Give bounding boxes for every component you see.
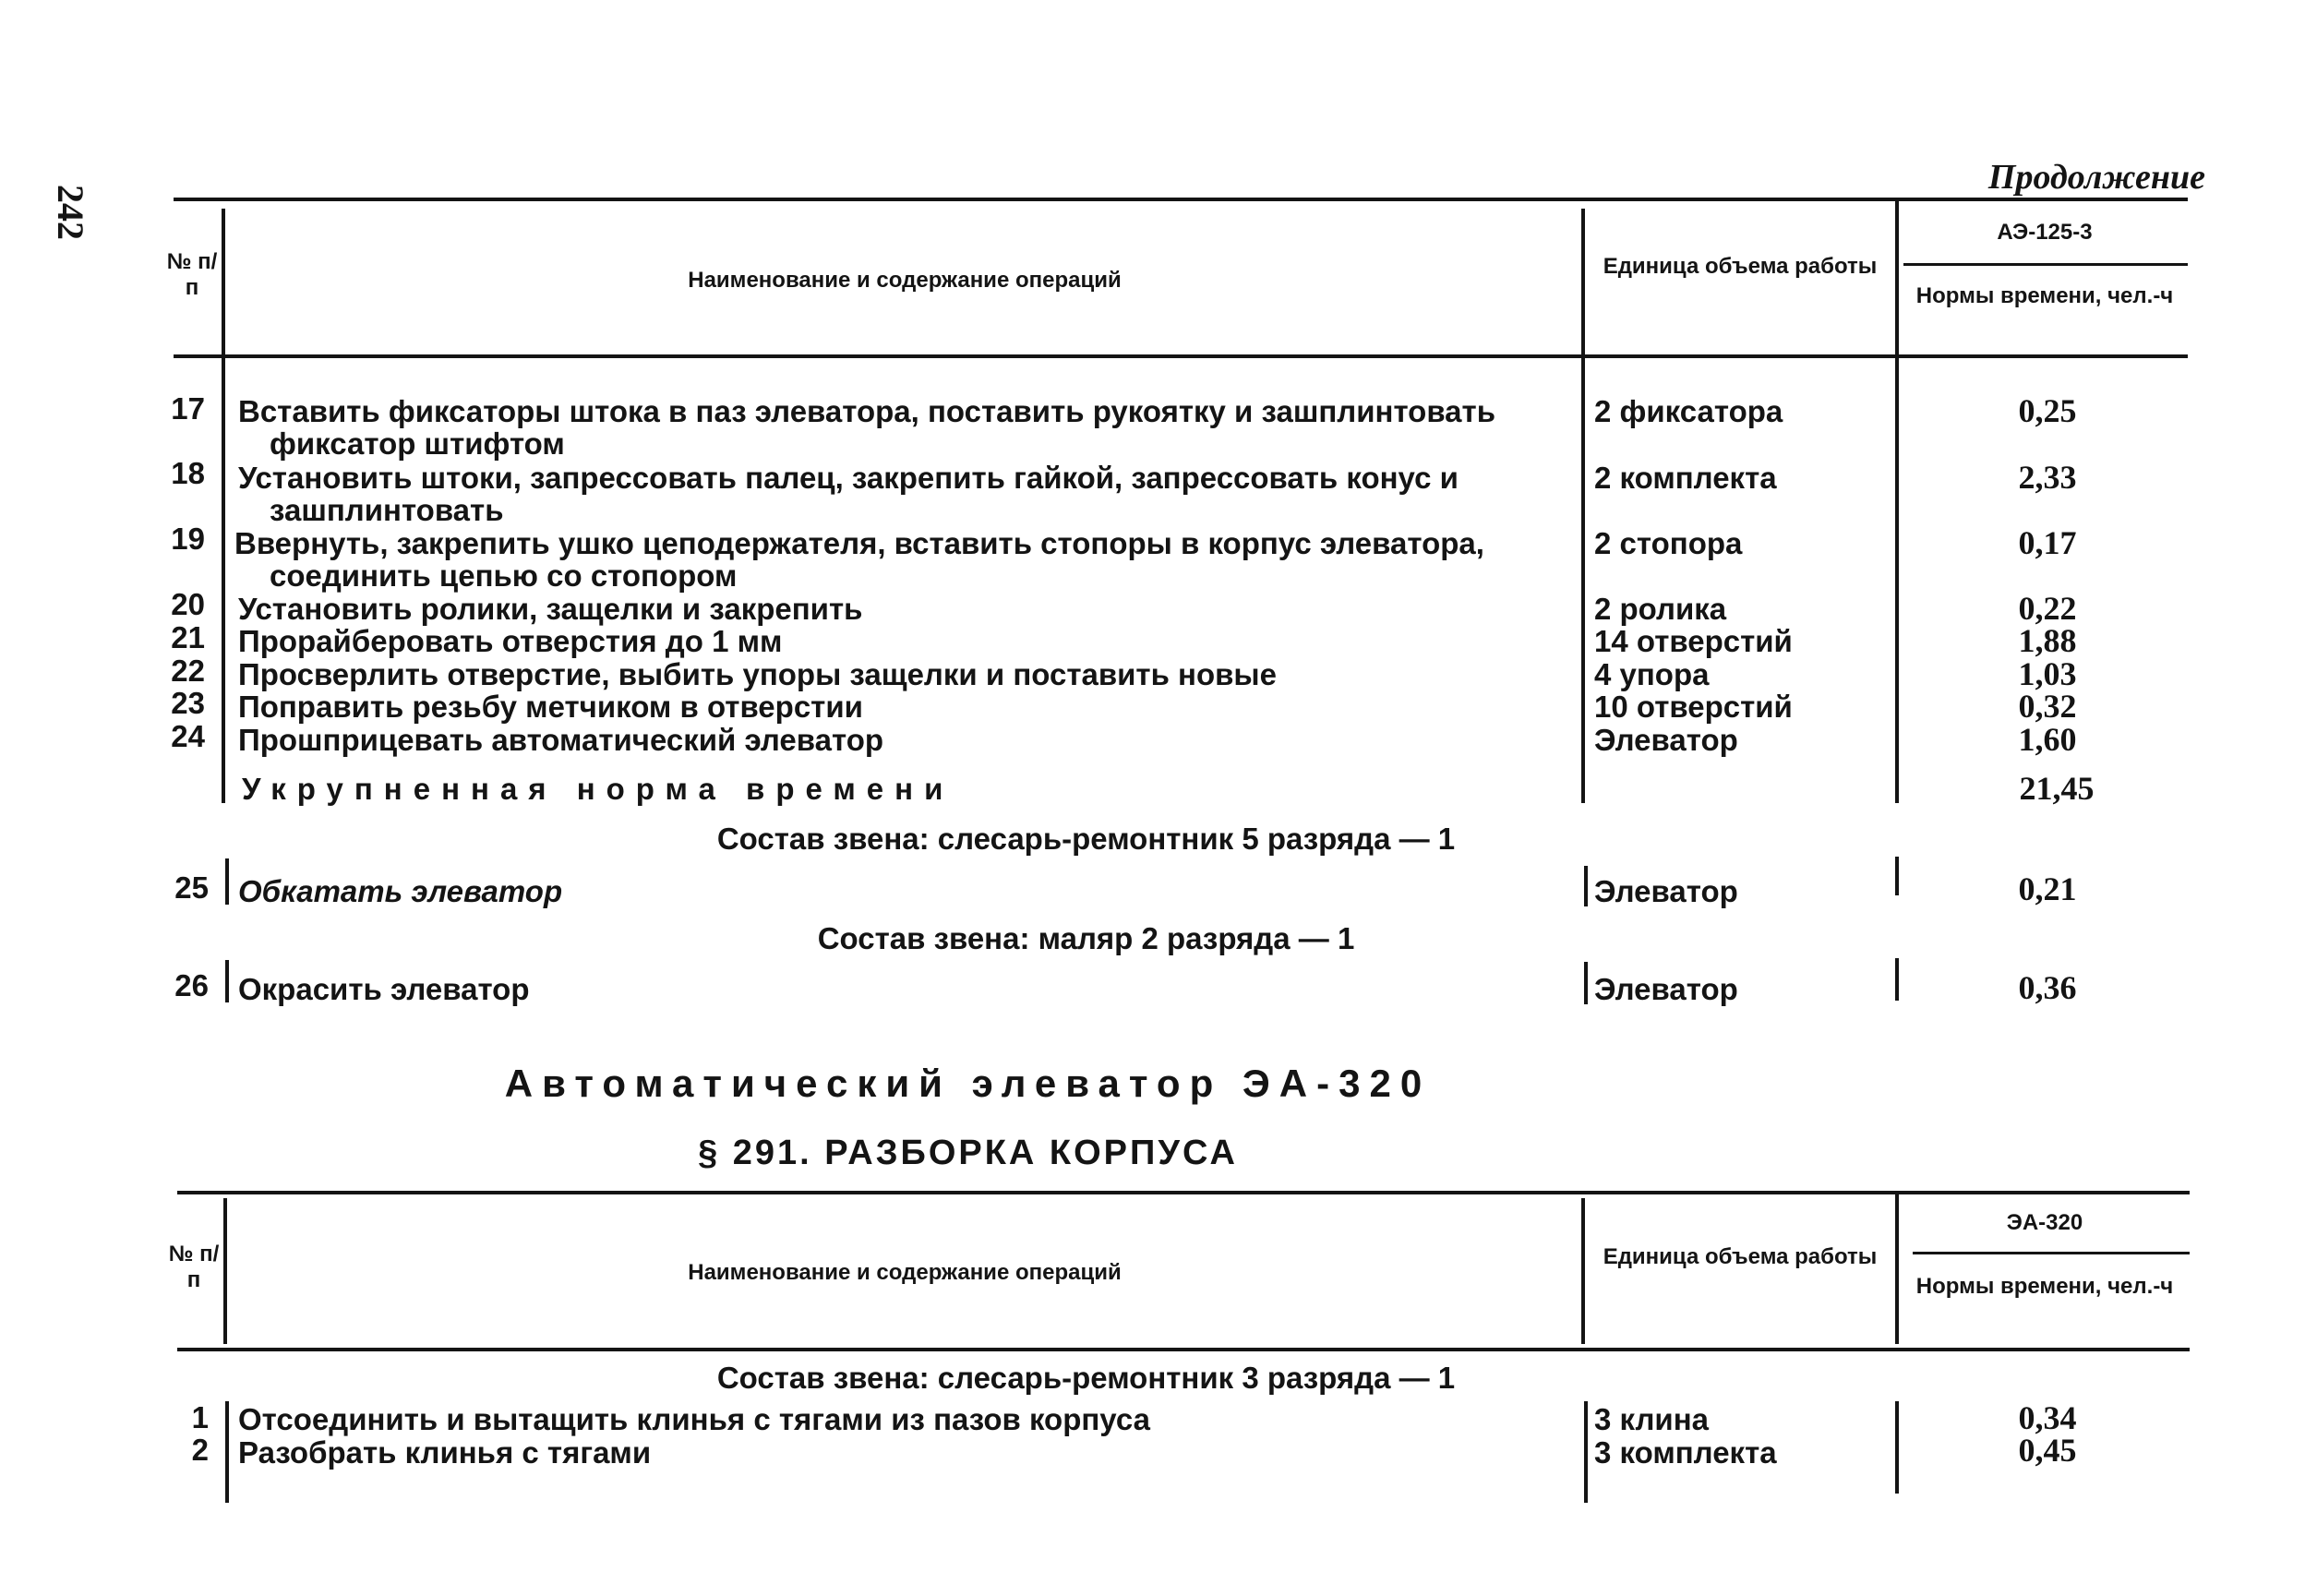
table-2-body-sep-1 xyxy=(225,1401,229,1503)
continuation-label: Продолжение xyxy=(1987,158,2205,197)
row-unit: 14 отверстий xyxy=(1594,624,1793,658)
crew-composition: Состав звена: маляр 2 разряда — 1 xyxy=(817,921,1355,955)
row-time: 1,03 xyxy=(2018,655,2077,692)
table-1-col-sep-3 xyxy=(1895,201,1899,803)
table-2-col-sep-2 xyxy=(1581,1198,1585,1344)
row-26-sep-1 xyxy=(225,960,229,1002)
table-1-header-rule xyxy=(174,354,2188,358)
row-time: 0,22 xyxy=(2018,590,2077,627)
header-unit: Единица объема работы xyxy=(1603,1244,1878,1269)
row-text-cont: зашплинтовать xyxy=(270,493,504,527)
header-num: № п/п xyxy=(166,249,218,300)
header-model: ЭА-320 xyxy=(2006,1210,2083,1235)
row-unit: 3 комплекта xyxy=(1594,1435,1777,1470)
row-unit: Элеватор xyxy=(1594,972,1738,1006)
row-text: Поправить резьбу метчиком в отверстии xyxy=(238,690,863,724)
row-25-sep-3 xyxy=(1895,857,1899,895)
row-unit: 4 упора xyxy=(1594,657,1710,691)
row-time: 0,34 xyxy=(2018,1399,2077,1436)
row-number: 18 xyxy=(171,456,205,490)
row-time: 0,21 xyxy=(2018,870,2077,907)
row-text: Разобрать клинья с тягами xyxy=(238,1435,652,1470)
header-num: № п/п xyxy=(168,1242,220,1292)
table-2-top-rule xyxy=(177,1191,2190,1194)
row-number: 19 xyxy=(171,522,205,556)
section-subtitle: § 291. РАЗБОРКА КОРПУСА xyxy=(698,1134,1238,1172)
row-text: Просверлить отверстие, выбить упоры защелки и поставить новые xyxy=(238,657,1277,691)
row-text: Прошприцевать автоматический элеватор xyxy=(238,723,884,757)
row-text: Отсоединить и вытащить клинья с тягами из пазов корпуса xyxy=(238,1402,1150,1436)
page-number: 242 xyxy=(50,185,91,240)
crew-composition: Состав звена: слесарь-ремонтник 3 разряда — 1 xyxy=(716,1361,1456,1395)
row-time: 0,45 xyxy=(2018,1432,2077,1469)
row-time: 0,25 xyxy=(2018,392,2077,429)
row-text: Установить штоки, запрессовать палец, закрепить гайкой, запрессовать конус и xyxy=(238,461,1459,495)
row-26-sep-3 xyxy=(1895,958,1899,1001)
row-unit: 2 ролика xyxy=(1594,592,1727,626)
row-time: 0,32 xyxy=(2018,688,2077,725)
row-number: 23 xyxy=(171,686,205,720)
row-26-sep-2 xyxy=(1584,962,1588,1004)
section-title: Автоматический элеватор ЭА-320 xyxy=(504,1062,1432,1105)
row-number: 21 xyxy=(171,620,205,654)
row-text: Установить ролики, защелки и закрепить xyxy=(238,592,863,626)
table-2-col-sep-3 xyxy=(1895,1194,1899,1344)
row-unit: 10 отверстий xyxy=(1594,690,1793,724)
row-text: Вставить фиксаторы штока в паз элеватора, поставить рукоятку и зашплинтовать xyxy=(238,394,1495,428)
header-name: Наименование и содержание операций xyxy=(688,1260,1122,1285)
row-number: 2 xyxy=(191,1433,209,1467)
header-model: АЭ-125-3 xyxy=(1997,220,2093,245)
row-number: 24 xyxy=(171,719,205,753)
row-time: 2,33 xyxy=(2018,459,2077,496)
table-2-body-sep-2 xyxy=(1584,1401,1588,1503)
header-unit: Единица объема работы xyxy=(1603,254,1878,279)
header-norm: Нормы времени, чел.-ч xyxy=(1915,1274,2174,1299)
table-2-col-sep-1 xyxy=(223,1198,227,1344)
row-unit: Элеватор xyxy=(1594,723,1738,757)
row-number: 25 xyxy=(174,870,209,905)
row-text-cont: соединить цепью со стопором xyxy=(270,558,738,593)
table-2-body-sep-3 xyxy=(1895,1401,1899,1494)
row-time: 0,36 xyxy=(2018,969,2077,1006)
row-text: Обкатать элеватор xyxy=(238,874,563,908)
total-value: 21,45 xyxy=(2019,770,2095,807)
header-name: Наименование и содержание операций xyxy=(688,268,1122,293)
row-time: 1,88 xyxy=(2018,622,2077,659)
row-unit: 2 фиксатора xyxy=(1594,394,1783,428)
table-1-col-sep-1 xyxy=(222,209,225,803)
row-number: 20 xyxy=(171,587,205,621)
row-text: Прорайберовать отверстия до 1 мм xyxy=(238,624,783,658)
row-number: 22 xyxy=(171,654,205,688)
row-number: 26 xyxy=(174,968,209,1002)
row-time: 0,17 xyxy=(2018,524,2077,561)
table-2-header-rule xyxy=(177,1348,2190,1351)
row-number: 1 xyxy=(191,1400,209,1434)
row-text-cont: фиксатор штифтом xyxy=(270,426,565,461)
row-unit: 3 клина xyxy=(1594,1402,1709,1436)
row-time: 1,60 xyxy=(2018,721,2077,758)
row-text: Ввернуть, закрепить ушко цеподержателя, вставить стопоры в корпус элеватора, xyxy=(234,526,1484,560)
table-1-col-sep-2 xyxy=(1581,209,1585,803)
header-norm: Нормы времени, чел.-ч xyxy=(1915,283,2174,308)
table-2-model-rule xyxy=(1913,1252,2190,1254)
row-25-sep-2 xyxy=(1584,866,1588,906)
row-25-sep-1 xyxy=(225,858,229,905)
row-number: 17 xyxy=(171,391,205,426)
row-unit: 2 комплекта xyxy=(1594,461,1777,495)
row-unit: Элеватор xyxy=(1594,874,1738,908)
crew-composition: Состав звена: слесарь-ремонтник 5 разряда — 1 xyxy=(716,822,1456,856)
row-unit: 2 стопора xyxy=(1594,526,1743,560)
row-text: Окрасить элеватор xyxy=(238,972,530,1006)
total-label: Укрупненная норма времени xyxy=(242,772,954,806)
table-1-top-rule xyxy=(174,198,2188,201)
table-1-model-rule xyxy=(1903,263,2188,266)
